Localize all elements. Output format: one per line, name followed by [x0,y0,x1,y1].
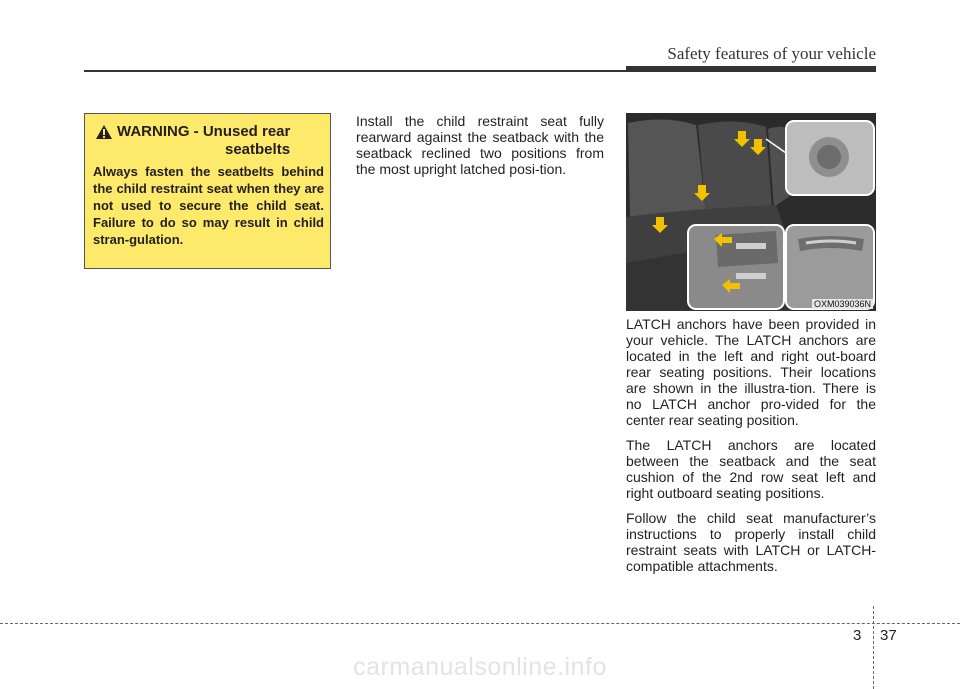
latch-anchor-illustration [626,113,876,311]
figure-code: OXM039036N [813,299,871,309]
page-number: 37 [880,627,897,644]
latch-paragraph-2: The LATCH anchors are located between the seatback and the seat cushion of the 2nd row seat left and right outboard seating positions. [626,437,876,501]
header-rule-accent [626,66,876,72]
right-column [626,316,876,583]
section-title: Safety features of your vehicle [667,44,876,63]
warning-box [84,113,331,269]
chapter-number: 3 [853,627,862,644]
middle-column [356,113,604,186]
warning-triangle-icon [95,124,113,140]
watermark: carmanualsonline.info [353,653,607,681]
install-paragraph: Install the child restraint seat fully rearward against the seatback with the seatback reclined two positions from the most upright latched posi-tion. [356,113,604,177]
latch-paragraph-3: Follow the child seat manufacturer’s instructions to properly install child restraint seats with LATCH or LATCH-compatible attachments. [626,510,876,574]
warning-label-line1: WARNING - Unused rear [117,123,291,140]
warning-label-line2: seatbelts [225,141,291,158]
seat-illustration-image [626,113,876,311]
latch-paragraph-1: LATCH anchors have been provided in your vehicle. The LATCH anchors are located in the left and right out-board rear seating positions. Their locations are shown in the illustra-tion. There is no LATCH anchor pro-vided for the center rear seating position. [626,316,876,428]
warning-body: Always fasten the seatbelts behind the child restraint seat when they are not used to secure the child seat. Failure to do so may result in child stran-gulation. [93,164,324,247]
footer-rule [0,623,960,624]
